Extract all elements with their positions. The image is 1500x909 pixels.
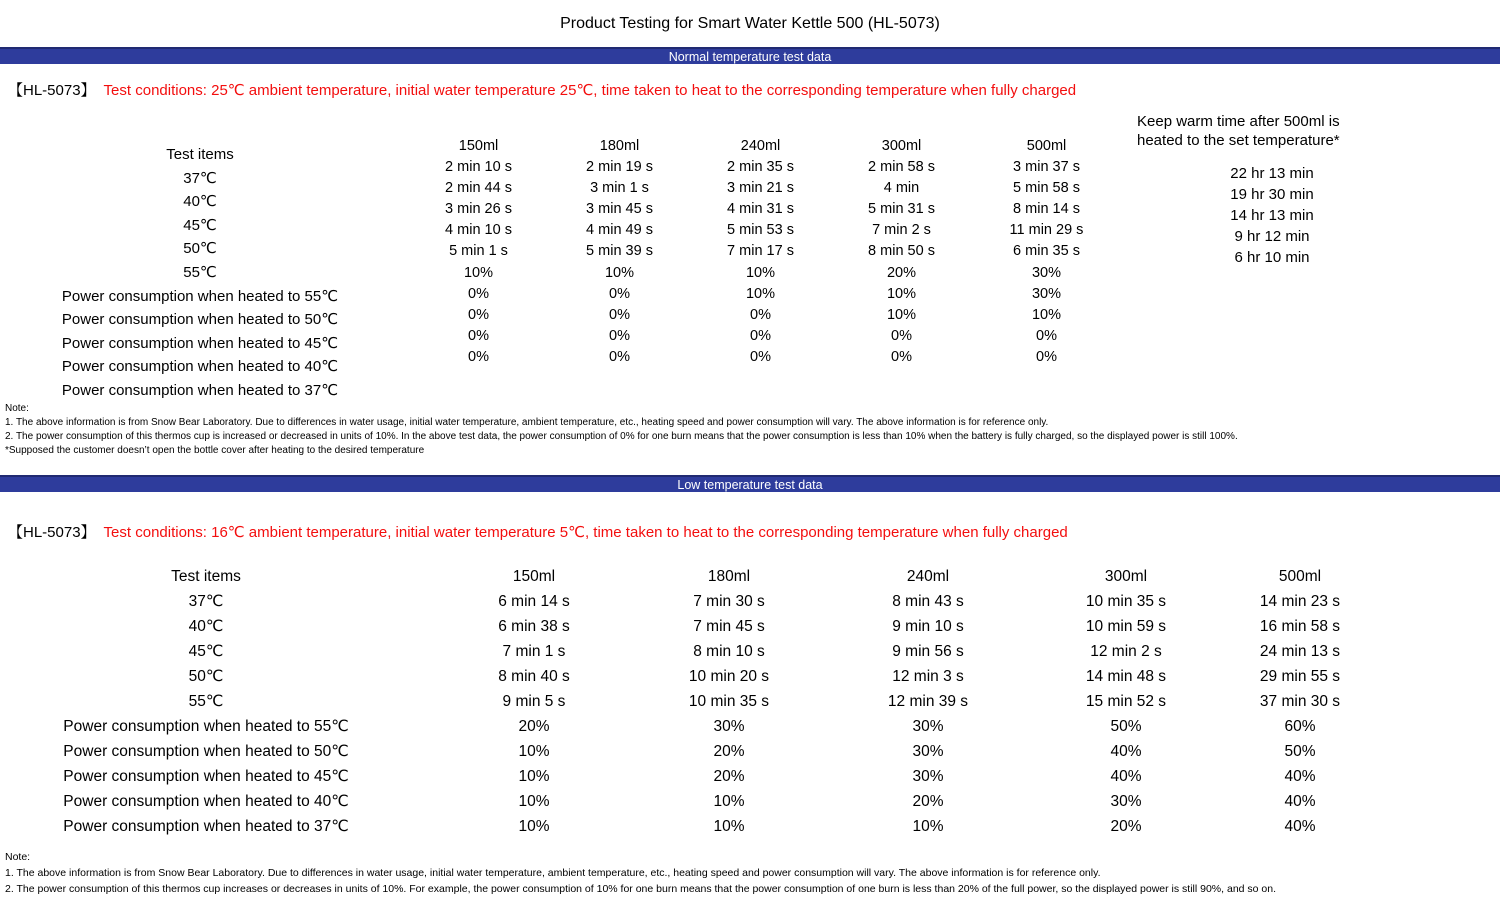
conditions-text: Test conditions: 16℃ ambient temperature, initial water temperature 5℃, time taken to heat to the corresponding temperature when fully charged xyxy=(103,524,1068,541)
table-cell: 15 min 52 s xyxy=(1085,693,1167,710)
table-cell: 50% xyxy=(1110,718,1142,735)
row-label: 40℃ xyxy=(183,193,217,211)
table-cell: 300ml xyxy=(1104,568,1148,585)
table-cell: 4 min 49 s xyxy=(586,222,653,239)
table-cell: 10 min 35 s xyxy=(688,693,770,710)
table-cell: 10 min 35 s xyxy=(1085,593,1167,610)
table-cell: 60% xyxy=(1284,718,1316,735)
table-cell: 9 min 56 s xyxy=(892,643,964,660)
table-cell: 6 min 14 s xyxy=(498,593,570,610)
table-cell: 10% xyxy=(518,768,550,785)
table-cell: 0% xyxy=(609,348,630,365)
table-cell: 10% xyxy=(713,793,745,810)
table-cell: 150ml xyxy=(458,138,499,154)
table-cell: 14 min 23 s xyxy=(1259,593,1341,610)
row-label: 50℃ xyxy=(188,668,224,685)
note-line: 2. The power consumption of this thermos cup is increased or decreased in units of 10%. In the above test data, the power consumption of 0% for one burn means that the power consumption is less than 10% when the battery is fully charged, so the displayed power is still 100%. xyxy=(5,431,1238,442)
table-cell: 0% xyxy=(750,348,771,365)
table-cell: 5 min 58 s xyxy=(1013,180,1080,197)
table-cell: 0% xyxy=(609,306,630,323)
table-cell: 40% xyxy=(1284,793,1316,810)
table-cell: 3 min 21 s xyxy=(727,180,794,197)
table-cell: 10% xyxy=(886,285,917,302)
test-conditions-low xyxy=(8,524,1068,542)
table-cell: 2 min 19 s xyxy=(586,159,653,176)
table-cell: 2 min 35 s xyxy=(727,159,794,176)
table-cell: 0% xyxy=(891,327,912,344)
notes-normal xyxy=(5,402,1238,458)
table-cell: 29 min 55 s xyxy=(1259,668,1341,685)
table-cell: 10% xyxy=(713,818,745,835)
model-tag: 【HL-5073】 xyxy=(8,524,96,541)
keep-warm-header-line1: Keep warm time after 500ml is xyxy=(1137,113,1340,130)
table-cell: 3 min 26 s xyxy=(445,201,512,218)
table-cell: 10% xyxy=(463,264,494,281)
table-cell: 10 min 59 s xyxy=(1085,618,1167,635)
data-column xyxy=(833,564,1023,839)
data-column xyxy=(634,564,824,839)
row-label: Power consumption when heated to 37℃ xyxy=(61,381,339,399)
table-cell: 14 min 48 s xyxy=(1085,668,1167,685)
note-line: 1. The above information is from Snow Bear Laboratory. Due to differences in water usage, initial water temperature, ambient temperature, etc., heating speed and power consumption will vary. The above information is for reference only. xyxy=(5,867,1101,879)
table-cell: 4 min 10 s xyxy=(445,222,512,239)
table-cell: 180ml xyxy=(599,138,640,154)
table-cell: 8 min 43 s xyxy=(892,593,964,610)
table-cell: 0% xyxy=(750,306,771,323)
table-cell: 10% xyxy=(745,264,776,281)
section-banner-normal: Normal temperature test data xyxy=(0,47,1500,64)
data-column xyxy=(1205,564,1395,839)
table-cell: 7 min 45 s xyxy=(693,618,765,635)
row-label-column xyxy=(16,564,396,839)
table-cell: 7 min 1 s xyxy=(502,643,566,660)
table-cell: 2 min 58 s xyxy=(868,159,935,176)
row-label: 37℃ xyxy=(183,169,217,187)
table-cell: 6 min 38 s xyxy=(498,618,570,635)
table-cell: 10% xyxy=(604,264,635,281)
table-cell: 12 min 2 s xyxy=(1090,643,1162,660)
data-column xyxy=(690,136,831,368)
table-cell: 40% xyxy=(1110,743,1142,760)
table-cell: 8 min 14 s xyxy=(1013,201,1080,218)
row-label: Power consumption when heated to 45℃ xyxy=(61,334,339,352)
table-cell: 7 min 17 s xyxy=(727,243,794,260)
note-line: Note: xyxy=(5,403,29,414)
table-cell: 40% xyxy=(1284,768,1316,785)
table-cell: 9 min 10 s xyxy=(892,618,964,635)
table-cell: 150ml xyxy=(512,568,556,585)
table-cell: 10% xyxy=(518,818,550,835)
row-label: Power consumption when heated to 50℃ xyxy=(61,311,339,329)
table-cell: 5 min 53 s xyxy=(727,222,794,239)
table-cell: 0% xyxy=(468,306,489,323)
low-temp-table xyxy=(0,564,1500,844)
table-cell: 12 min 3 s xyxy=(892,668,964,685)
keep-warm-value: 19 hr 30 min xyxy=(1230,186,1314,204)
table-cell: 240ml xyxy=(740,138,781,154)
test-conditions-normal xyxy=(8,82,1076,100)
row-label: 37℃ xyxy=(188,593,224,610)
table-cell: 11 min 29 s xyxy=(1009,222,1084,239)
row-label: Power consumption when heated to 50℃ xyxy=(63,743,349,760)
keep-warm-values xyxy=(1137,163,1407,268)
table-cell: 20% xyxy=(1110,818,1142,835)
row-label: Power consumption when heated to 40℃ xyxy=(61,358,339,376)
table-cell: 40% xyxy=(1110,768,1142,785)
table-cell: 20% xyxy=(713,768,745,785)
row-label-column xyxy=(30,143,370,403)
row-label: 55℃ xyxy=(188,693,224,710)
table-cell: 500ml xyxy=(1278,568,1322,585)
table-cell: 40% xyxy=(1284,818,1316,835)
row-label: Power consumption when heated to 45℃ xyxy=(63,768,349,785)
table-cell: 500ml xyxy=(1026,138,1067,154)
table-cell: 5 min 39 s xyxy=(586,243,653,260)
table-cell: 10% xyxy=(1031,306,1062,323)
table-cell: 8 min 40 s xyxy=(498,668,570,685)
table-cell: 7 min 2 s xyxy=(872,222,931,239)
table-cell: 30% xyxy=(713,718,745,735)
keep-warm-header-line2: heated to the set temperature* xyxy=(1137,132,1340,149)
table-cell: 2 min 44 s xyxy=(445,180,512,197)
table-cell: 3 min 1 s xyxy=(590,180,649,197)
table-cell: 6 min 35 s xyxy=(1013,243,1080,260)
row-label: Power consumption when heated to 37℃ xyxy=(63,818,349,835)
table-cell: 0% xyxy=(468,327,489,344)
table-cell: 0% xyxy=(609,285,630,302)
section-banner-low: Low temperature test data xyxy=(0,475,1500,492)
table-cell: 5 min 1 s xyxy=(449,243,508,260)
notes-low xyxy=(5,849,1276,897)
table-cell: 10% xyxy=(518,743,550,760)
note-line: Note: xyxy=(5,851,31,863)
keep-warm-block xyxy=(1137,112,1407,268)
table-cell: 12 min 39 s xyxy=(887,693,969,710)
table-cell: 0% xyxy=(468,348,489,365)
row-label: Power consumption when heated to 40℃ xyxy=(63,793,349,810)
table-cell: 30% xyxy=(1110,793,1142,810)
table-cell: 2 min 10 s xyxy=(445,159,512,176)
row-label: Power consumption when heated to 55℃ xyxy=(63,718,349,735)
table-cell: 240ml xyxy=(906,568,950,585)
table-cell: 0% xyxy=(891,348,912,365)
table-cell: 10% xyxy=(886,306,917,323)
table-cell: 4 min xyxy=(883,180,920,197)
keep-warm-value: 6 hr 10 min xyxy=(1234,249,1310,267)
table-cell: 7 min 30 s xyxy=(693,593,765,610)
table-cell: 10% xyxy=(745,285,776,302)
row-label: Power consumption when heated to 55℃ xyxy=(61,287,339,305)
table-cell: 10% xyxy=(912,818,944,835)
table-cell: 0% xyxy=(1036,348,1057,365)
row-label: 45℃ xyxy=(183,216,217,234)
table-cell: 0% xyxy=(1036,327,1057,344)
table-cell: 3 min 37 s xyxy=(1013,159,1080,176)
row-label: 50℃ xyxy=(183,240,217,258)
keep-warm-value: 14 hr 13 min xyxy=(1230,207,1314,225)
table-cell: 20% xyxy=(886,264,917,281)
table-cell: 10% xyxy=(518,793,550,810)
row-label: Test items xyxy=(171,568,241,585)
data-column xyxy=(549,136,690,368)
table-cell: 0% xyxy=(750,327,771,344)
table-cell: 8 min 10 s xyxy=(693,643,765,660)
note-line: *Supposed the customer doesn’t open the bottle cover after heating to the desired temperature xyxy=(5,445,425,456)
table-cell: 300ml xyxy=(881,138,922,154)
data-column xyxy=(1031,564,1221,839)
table-cell: 20% xyxy=(518,718,550,735)
data-column xyxy=(976,136,1117,368)
table-cell: 30% xyxy=(912,743,944,760)
table-cell: 37 min 30 s xyxy=(1259,693,1341,710)
table-cell: 24 min 13 s xyxy=(1259,643,1341,660)
table-cell: 30% xyxy=(1031,264,1062,281)
conditions-text: Test conditions: 25℃ ambient temperature, initial water temperature 25℃, time taken to heat to the corresponding temperature when fully charged xyxy=(103,82,1077,99)
table-cell: 5 min 31 s xyxy=(868,201,935,218)
table-cell: 0% xyxy=(468,285,489,302)
table-cell: 0% xyxy=(609,327,630,344)
normal-temp-table xyxy=(0,112,1500,404)
table-cell: 4 min 31 s xyxy=(727,201,794,218)
data-column xyxy=(439,564,629,839)
keep-warm-value: 22 hr 13 min xyxy=(1230,165,1314,182)
row-label: Test items xyxy=(166,146,234,163)
table-cell: 50% xyxy=(1284,743,1316,760)
note-line: 1. The above information is from Snow Bear Laboratory. Due to differences in water usage, initial water temperature, ambient temperature, etc., heating speed and power consumption will vary. The above information is for reference only. xyxy=(5,417,1049,428)
table-cell: 30% xyxy=(912,718,944,735)
note-line: 2. The power consumption of this thermos cup increases or decreases in units of 10%. For example, the power consumption of 10% for one burn means that the power consumption of one burn is less than 20% of the full power, so the displayed power is still 90%, and so on. xyxy=(5,883,1277,895)
table-cell: 3 min 45 s xyxy=(586,201,653,218)
table-cell: 180ml xyxy=(707,568,751,585)
table-cell: 8 min 50 s xyxy=(868,243,935,260)
data-column xyxy=(831,136,972,368)
table-cell: 30% xyxy=(912,768,944,785)
model-tag: 【HL-5073】 xyxy=(8,82,96,99)
table-cell: 20% xyxy=(713,743,745,760)
table-cell: 16 min 58 s xyxy=(1259,618,1341,635)
table-cell: 30% xyxy=(1031,285,1062,302)
row-label: 55℃ xyxy=(183,263,217,281)
table-cell: 20% xyxy=(912,793,944,810)
page-title: Product Testing for Smart Water Kettle 500 (HL-5073) xyxy=(560,15,940,32)
keep-warm-value: 9 hr 12 min xyxy=(1234,228,1310,246)
row-label: 40℃ xyxy=(188,618,224,635)
row-label: 45℃ xyxy=(188,643,224,660)
table-cell: 10 min 20 s xyxy=(688,668,770,685)
data-column xyxy=(408,136,549,368)
table-cell: 9 min 5 s xyxy=(502,693,566,710)
